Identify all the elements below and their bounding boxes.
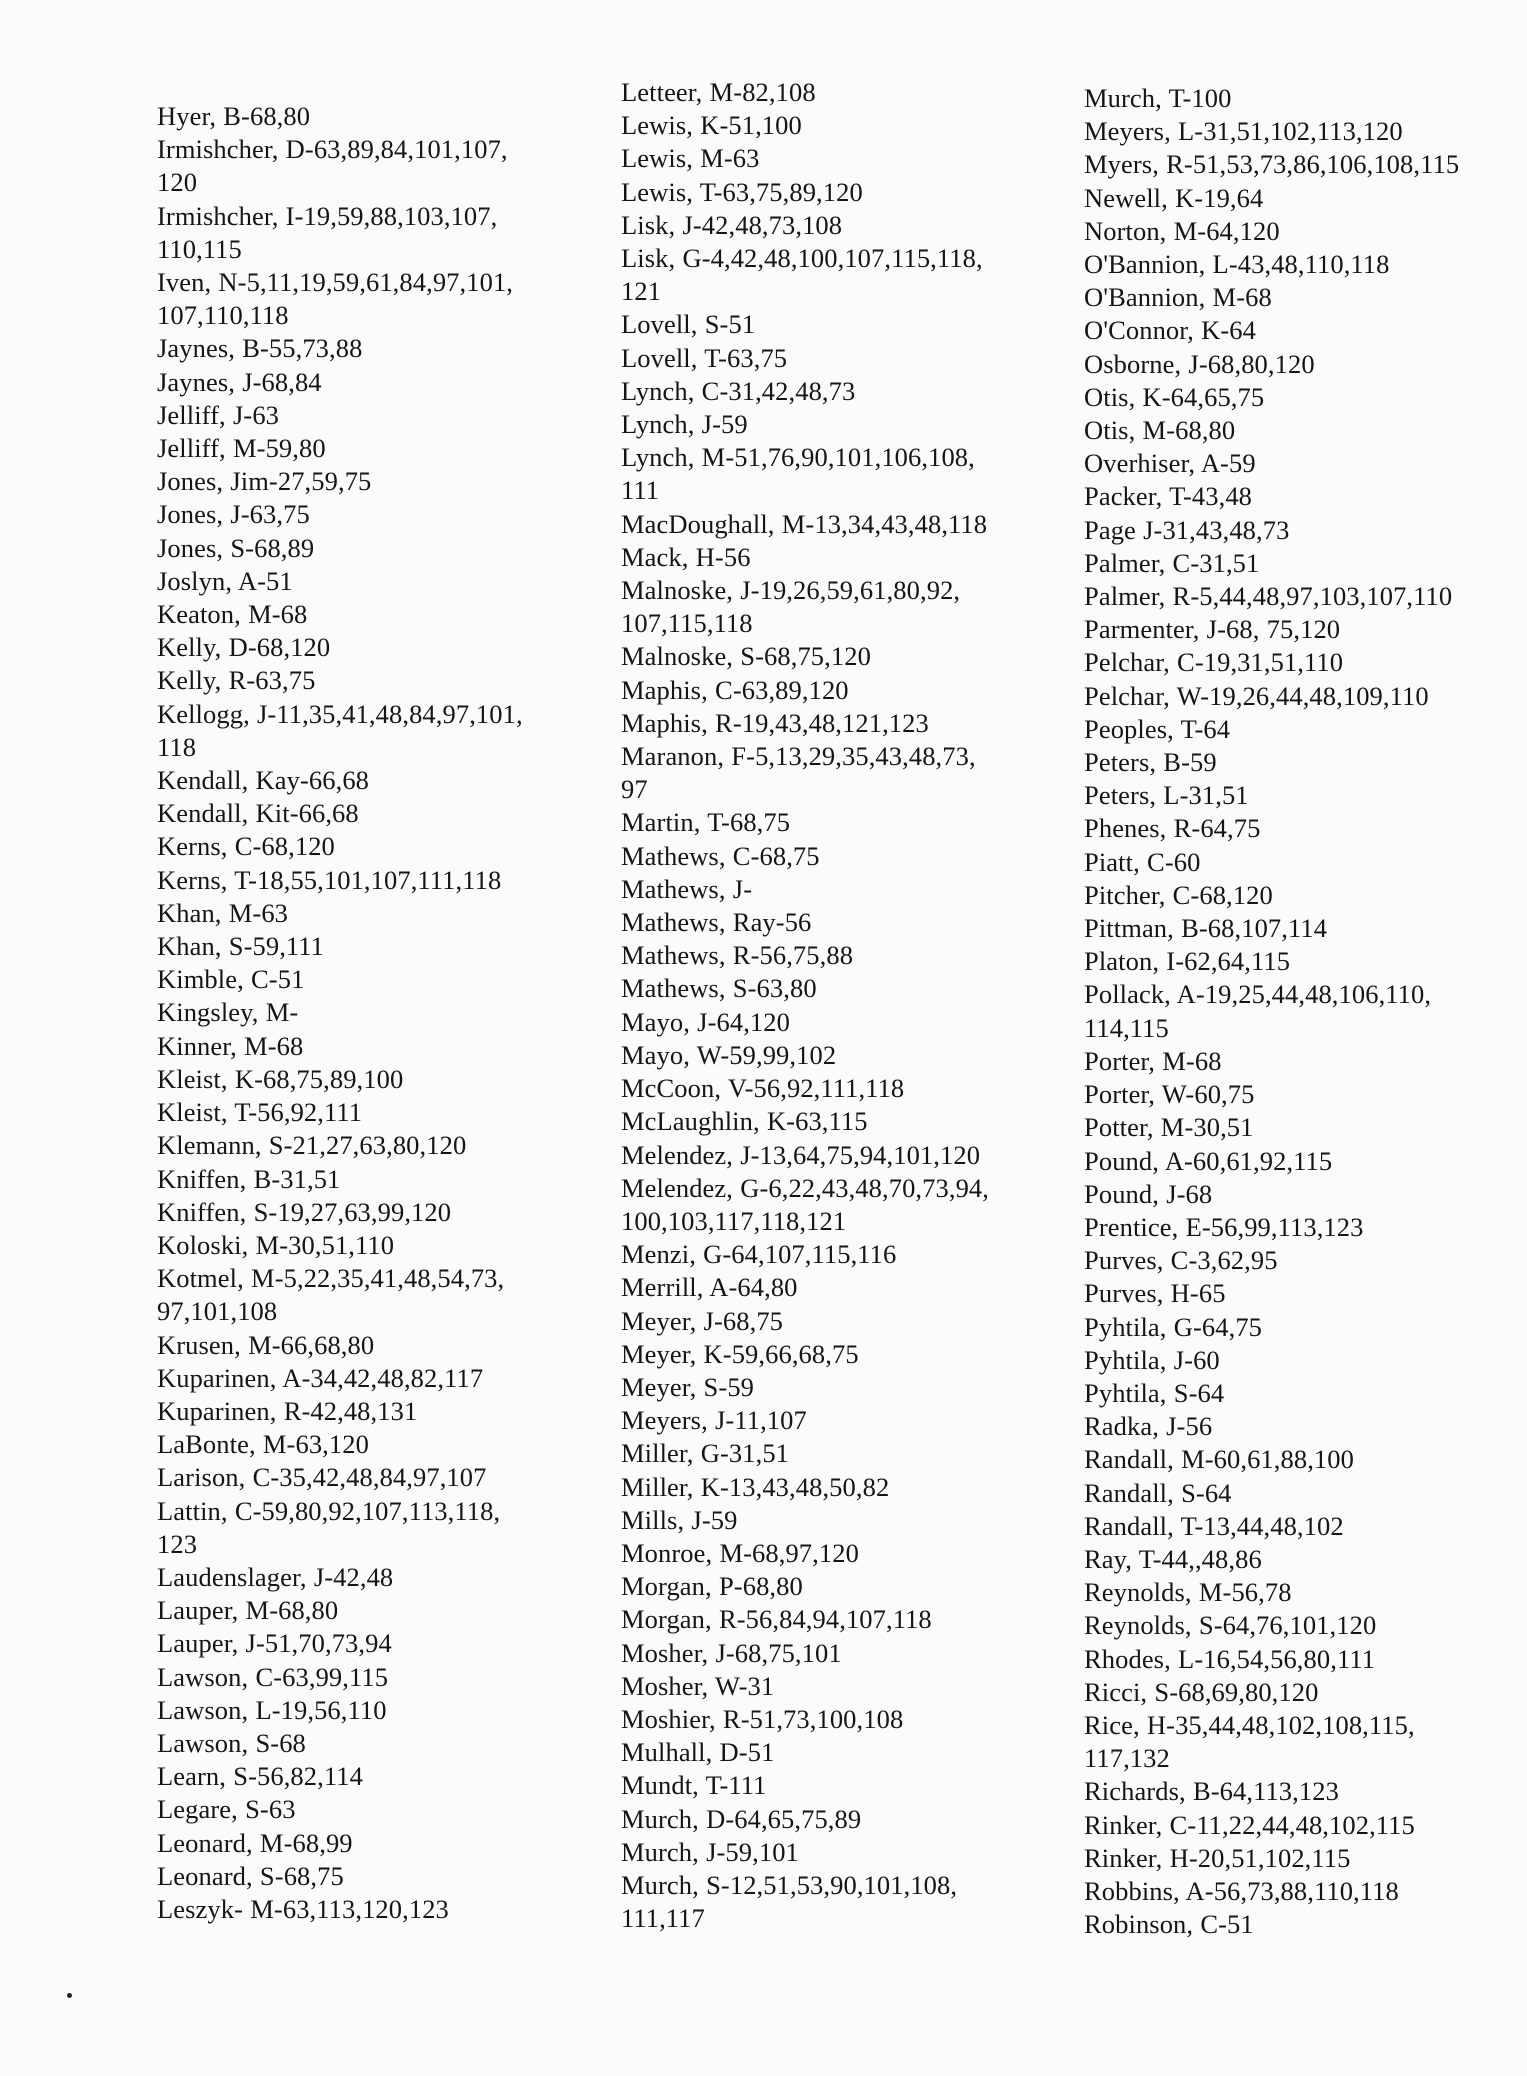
- index-entry: Otis, M-68,80: [1084, 415, 1236, 446]
- index-entry: Kotmel, M-5,22,35,41,48,54,73,: [157, 1263, 505, 1294]
- index-entry: Peters, B-59: [1084, 747, 1217, 778]
- index-entry: Lauper, M-68,80: [157, 1595, 339, 1626]
- index-entry: Learn, S-56,82,114: [157, 1761, 363, 1792]
- index-entry: Meyer, J-68,75: [621, 1305, 784, 1336]
- index-entry: Leszyk- M-63,113,120,123: [157, 1893, 449, 1924]
- index-entry: Meyers, L-31,51,102,113,120: [1084, 116, 1403, 147]
- index-entry: Rinker, H-20,51,102,115: [1084, 1842, 1351, 1873]
- index-entry: Lewis, T-63,75,89,120: [621, 176, 863, 207]
- index-entry: Kuparinen, R-42,48,131: [157, 1395, 418, 1426]
- index-entry: Otis, K-64,65,75: [1084, 381, 1265, 412]
- index-entry: Kinner, M-68: [157, 1030, 304, 1061]
- index-entry: Mathews, C-68,75: [621, 840, 820, 871]
- index-entry: Morgan, R-56,84,94,107,118: [621, 1604, 932, 1635]
- index-entry: Legare, S-63: [157, 1794, 296, 1825]
- index-entry: Randall, M-60,61,88,100: [1084, 1444, 1354, 1475]
- index-entry: Pound, A-60,61,92,115: [1084, 1145, 1333, 1176]
- index-entry: Newell, K-19,64: [1084, 182, 1264, 213]
- index-entry: Leonard, S-68,75: [157, 1860, 344, 1891]
- index-entry: 114,115: [1084, 1012, 1169, 1043]
- index-entry: MacDoughall, M-13,34,43,48,118: [621, 508, 988, 539]
- index-entry: Monroe, M-68,97,120: [621, 1537, 859, 1568]
- index-entry: Purves, H-65: [1084, 1278, 1226, 1309]
- index-entry: Potter, M-30,51: [1084, 1112, 1254, 1143]
- index-entry: Porter, W-60,75: [1084, 1079, 1255, 1110]
- index-entry: Leonard, M-68,99: [157, 1827, 353, 1858]
- index-entry: Meyers, J-11,107: [621, 1405, 807, 1436]
- index-entry: Laudenslager, J-42,48: [157, 1561, 394, 1592]
- page-mark: [67, 1993, 72, 1998]
- index-entry: Koloski, M-30,51,110: [157, 1229, 395, 1260]
- index-entry: Kendall, Kit-66,68: [157, 798, 359, 829]
- index-entry: Lynch, M-51,76,90,101,106,108,: [621, 442, 975, 473]
- index-entry: Reynolds, M-56,78: [1084, 1577, 1292, 1608]
- index-entry: Piatt, C-60: [1084, 846, 1201, 877]
- index-entry: Kellogg, J-11,35,41,48,84,97,101,: [157, 698, 523, 729]
- index-entry: 120: [157, 167, 198, 198]
- index-entry: O'Connor, K-64: [1084, 315, 1256, 346]
- index-entry: Pittman, B-68,107,114: [1084, 913, 1328, 944]
- index-entry: Pyhtila, J-60: [1084, 1344, 1220, 1375]
- index-entry: Lawson, S-68: [157, 1727, 306, 1758]
- index-entry: Kingsley, M-: [157, 997, 299, 1028]
- index-entry: Mayo, J-64,120: [621, 1006, 790, 1037]
- index-entry: Peters, L-31,51: [1084, 780, 1249, 811]
- index-entry: Pelchar, C-19,31,51,110: [1084, 647, 1344, 678]
- index-entry: Parmenter, J-68, 75,120: [1084, 614, 1341, 645]
- index-entry: Lawson, L-19,56,110: [157, 1694, 387, 1725]
- index-entry: Jones, J-63,75: [157, 499, 310, 530]
- index-entry: Lauper, J-51,70,73,94: [157, 1628, 392, 1659]
- index-entry: Martin, T-68,75: [621, 807, 791, 838]
- index-entry: Irmishcher, D-63,89,84,101,107,: [157, 134, 508, 165]
- index-entry: Peoples, T-64: [1084, 713, 1231, 744]
- index-entry: Kniffen, S-19,27,63,99,120: [157, 1196, 452, 1227]
- index-entry: Reynolds, S-64,76,101,120: [1084, 1610, 1377, 1641]
- index-entry: O'Bannion, M-68: [1084, 282, 1272, 313]
- index-entry: Mosher, J-68,75,101: [621, 1637, 842, 1668]
- index-entry: Jaynes, B-55,73,88: [157, 333, 363, 364]
- index-entry: Lattin, C-59,80,92,107,113,118,: [157, 1495, 501, 1526]
- index-entry: Jelliff, M-59,80: [157, 433, 326, 464]
- index-entry: Mathews, S-63,80: [621, 973, 817, 1004]
- index-entry: Joslyn, A-51: [157, 565, 293, 596]
- index-entry: Rice, H-35,44,48,102,108,115,: [1084, 1709, 1415, 1740]
- index-entry: Kleist, T-56,92,111: [157, 1097, 363, 1128]
- index-entry: Meyer, K-59,66,68,75: [621, 1338, 859, 1369]
- index-entry: Mathews, J-: [621, 873, 753, 904]
- index-entry: Palmer, C-31,51: [1084, 547, 1260, 578]
- index-entry: Kendall, Kay-66,68: [157, 765, 370, 796]
- index-entry: 118: [157, 731, 197, 762]
- index-entry: Phenes, R-64,75: [1084, 813, 1261, 844]
- index-entry: Lewis, K-51,100: [621, 110, 802, 141]
- index-entry: Pitcher, C-68,120: [1084, 879, 1273, 910]
- index-entry: Kleist, K-68,75,89,100: [157, 1063, 404, 1094]
- index-entry: Murch, T-100: [1084, 83, 1232, 113]
- index-entry: Lewis, M-63: [621, 143, 760, 174]
- index-entry: 110,115: [157, 233, 242, 264]
- index-column-2: [621, 76, 1076, 1935]
- index-entry: Kniffen, B-31,51: [157, 1163, 341, 1194]
- index-entry: Mathews, Ray-56: [621, 907, 812, 938]
- index-entry: Ricci, S-68,69,80,120: [1084, 1676, 1319, 1707]
- index-entry: Jones, Jim-27,59,75: [157, 466, 372, 497]
- index-entry: Malnoske, S-68,75,120: [621, 641, 871, 672]
- index-entry: Richards, B-64,113,123: [1084, 1776, 1339, 1807]
- index-entry: Miller, G-31,51: [621, 1438, 790, 1469]
- index-entry: Maranon, F-5,13,29,35,43,48,73,: [621, 741, 976, 772]
- index-entry: Rhodes, L-16,54,56,80,111: [1084, 1643, 1376, 1674]
- index-entry: Pyhtila, G-64,75: [1084, 1311, 1263, 1342]
- index-entry: Mayo, W-59,99,102: [621, 1039, 837, 1070]
- index-entry: Moshier, R-51,73,100,108: [621, 1703, 904, 1734]
- index-entry: Lisk, G-4,42,48,100,107,115,118,: [621, 243, 983, 274]
- index-entry: Purves, C-3,62,95: [1084, 1245, 1278, 1276]
- index-entry: Platon, I-62,64,115: [1084, 946, 1291, 977]
- index-entry: Myers, R-51,53,73,86,106,108,115: [1084, 149, 1460, 180]
- index-entry: Hyer, B-68,80: [157, 101, 311, 131]
- index-entry: 100,103,117,118,121: [621, 1205, 847, 1236]
- index-entry: Osborne, J-68,80,120: [1084, 348, 1315, 379]
- index-entry: Melendez, G-6,22,43,48,70,73,94,: [621, 1172, 990, 1203]
- index-entry: 97: [621, 774, 648, 805]
- index-entry: Packer, T-43,48: [1084, 481, 1253, 512]
- index-entry: Kerns, C-68,120: [157, 831, 335, 862]
- index-entry: Meyer, S-59: [621, 1371, 755, 1402]
- index-entry: Norton, M-64,120: [1084, 215, 1280, 246]
- index-entry: Murch, J-59,101: [621, 1836, 799, 1867]
- index-entry: Mathews, R-56,75,88: [621, 940, 854, 971]
- index-entry: Mills, J-59: [621, 1504, 738, 1535]
- index-entry: Robinson, C-51: [1084, 1909, 1254, 1940]
- index-entry: 117,132: [1084, 1743, 1170, 1774]
- index-entry: O'Bannion, L-43,48,110,118: [1084, 249, 1390, 280]
- index-entry: Radka, J-56: [1084, 1411, 1213, 1442]
- index-entry: Lynch, J-59: [621, 409, 748, 440]
- index-entry: Larison, C-35,42,48,84,97,107: [157, 1462, 487, 1493]
- index-entry: Melendez, J-13,64,75,94,101,120: [621, 1139, 981, 1170]
- index-entry: Palmer, R-5,44,48,97,103,107,110: [1084, 581, 1453, 612]
- index-entry: Page J-31,43,48,73: [1084, 514, 1290, 545]
- index-entry: Mack, H-56: [621, 541, 751, 572]
- index-entry: Lovell, S-51: [621, 309, 756, 340]
- index-entry: Rinker, C-11,22,44,48,102,115: [1084, 1809, 1415, 1840]
- index-entry: Lawson, C-63,99,115: [157, 1661, 389, 1692]
- index-entry: Murch, S-12,51,53,90,101,108,: [621, 1869, 958, 1900]
- index-entry: Khan, S-59,111: [157, 931, 325, 962]
- index-entry: Morgan, P-68,80: [621, 1571, 803, 1602]
- index-entry: Kerns, T-18,55,101,107,111,118: [157, 864, 502, 895]
- index-entry: Pelchar, W-19,26,44,48,109,110: [1084, 680, 1429, 711]
- index-entry: McLaughlin, K-63,115: [621, 1106, 868, 1137]
- index-entry: Robbins, A-56,73,88,110,118: [1084, 1875, 1399, 1906]
- index-entry: Merrill, A-64,80: [621, 1272, 798, 1303]
- index-column-1: [157, 100, 612, 1926]
- index-entry: Irmishcher, I-19,59,88,103,107,: [157, 200, 498, 231]
- index-entry: Porter, M-68: [1084, 1045, 1222, 1076]
- index-entry: Pound, J-68: [1084, 1178, 1213, 1209]
- index-entry: Kelly, D-68,120: [157, 632, 331, 663]
- index-entry: Pollack, A-19,25,44,48,106,110,: [1084, 979, 1432, 1010]
- index-entry: Miller, K-13,43,48,50,82: [621, 1471, 890, 1502]
- index-entry: Prentice, E-56,99,113,123: [1084, 1211, 1364, 1242]
- index-entry: Iven, N-5,11,19,59,61,84,97,101,: [157, 267, 514, 298]
- index-entry: 111: [621, 475, 660, 506]
- index-entry: Maphis, C-63,89,120: [621, 674, 849, 705]
- index-entry: Menzi, G-64,107,115,116: [621, 1239, 897, 1270]
- index-entry: Maphis, R-19,43,48,121,123: [621, 707, 929, 738]
- index-entry: Krusen, M-66,68,80: [157, 1329, 375, 1360]
- index-entry: Kelly, R-63,75: [157, 665, 316, 696]
- index-entry: Jones, S-68,89: [157, 532, 315, 563]
- index-entry: Khan, M-63: [157, 897, 289, 928]
- index-entry: 111,117: [621, 1903, 705, 1934]
- index-entry: Mosher, W-31: [621, 1670, 775, 1701]
- index-column-3: [1084, 82, 1519, 1941]
- index-entry: Keaton, M-68: [157, 599, 308, 630]
- index-entry: Malnoske, J-19,26,59,61,80,92,: [621, 575, 961, 606]
- index-entry: 123: [157, 1528, 198, 1559]
- index-entry: 107,110,118: [157, 300, 289, 331]
- index-entry: Mulhall, D-51: [621, 1737, 775, 1768]
- index-entry: Overhiser, A-59: [1084, 448, 1256, 479]
- index-entry: Lynch, C-31,42,48,73: [621, 375, 856, 406]
- index-entry: Pyhtila, S-64: [1084, 1377, 1225, 1408]
- index-entry: Klemann, S-21,27,63,80,120: [157, 1130, 467, 1161]
- index-entry: Lisk, J-42,48,73,108: [621, 209, 843, 240]
- index-entry: Randall, S-64: [1084, 1477, 1232, 1508]
- index-entry: Kimble, C-51: [157, 964, 305, 995]
- index-entry: McCoon, V-56,92,111,118: [621, 1073, 905, 1104]
- index-entry: Murch, D-64,65,75,89: [621, 1803, 862, 1834]
- index-entry: Randall, T-13,44,48,102: [1084, 1510, 1344, 1541]
- index-entry: Jelliff, J-63: [157, 399, 280, 430]
- index-entry: 107,115,118: [621, 608, 753, 639]
- index-entry: Kuparinen, A-34,42,48,82,117: [157, 1362, 484, 1393]
- index-entry: Mundt, T-111: [621, 1770, 767, 1801]
- index-entry: 97,101,108: [157, 1296, 278, 1327]
- index-entry: Lovell, T-63,75: [621, 342, 788, 373]
- index-entry: Letteer, M-82,108: [621, 77, 816, 107]
- index-entry: LaBonte, M-63,120: [157, 1429, 369, 1460]
- index-entry: Jaynes, J-68,84: [157, 366, 322, 397]
- index-entry: 121: [621, 276, 662, 307]
- index-entry: Ray, T-44,,48,86: [1084, 1543, 1262, 1574]
